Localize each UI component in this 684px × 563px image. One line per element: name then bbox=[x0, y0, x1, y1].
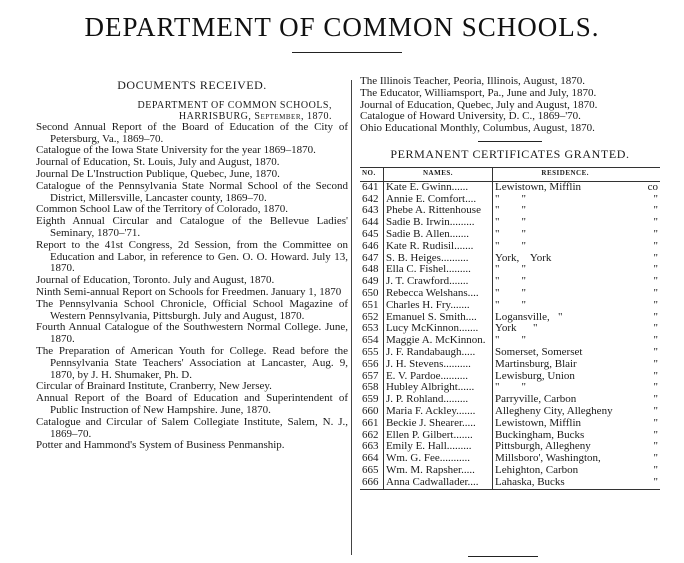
table-bottom-rule bbox=[360, 489, 660, 490]
certificate-number: 657 bbox=[360, 371, 383, 383]
document-item: Catalogue of the Pennsylvania State Normal School of the Second District, Millersville, Lancaster county, 1869–70. bbox=[36, 179, 348, 204]
certificate-extra: " bbox=[653, 204, 658, 217]
certificate-extra: " bbox=[653, 452, 658, 465]
document-item: The Educator, Williamsport, Pa., June and July, 1870. bbox=[360, 86, 597, 99]
certificate-name: Phebe A. Rittenhouse bbox=[383, 205, 492, 217]
certificate-number: 665 bbox=[360, 465, 383, 477]
certificate-residence: Parryville, Carbon bbox=[495, 393, 577, 406]
certificate-residence: " " bbox=[495, 192, 527, 205]
header-names: NAMES. bbox=[383, 167, 492, 181]
certificate-residence: Lewistown, Mifflin bbox=[495, 416, 582, 429]
certificate-row bbox=[360, 359, 660, 371]
certificate-name: Ellen P. Gilbert....... bbox=[383, 430, 492, 442]
document-item: Report to the 41st Congress, 2d Session, from the Committee on Education and Labor, in reference to Gen. O. O. Howard. July 13, 1870. bbox=[36, 238, 348, 275]
certificate-name: Emanuel S. Smith.... bbox=[383, 312, 492, 324]
certificate-residence: " " bbox=[495, 298, 527, 311]
certificate-name: Lucy McKinnon....... bbox=[383, 323, 492, 335]
certificate-residence: Allegheny City, Allegheny bbox=[495, 404, 613, 417]
document-item: Catalogue of the Iowa State University for the year 1869–1870. bbox=[36, 144, 316, 157]
certificate-residence: York, York bbox=[495, 251, 552, 264]
certificate-residence: Lehighton, Carbon bbox=[495, 463, 579, 476]
certificate-extra: " bbox=[653, 416, 658, 429]
document-item: Eighth Annual Circular and Catalogue of the Bellevue Ladies' Seminary, 1870–'71. bbox=[36, 215, 348, 239]
certificate-number: 658 bbox=[360, 382, 383, 394]
certificate-extra: " bbox=[653, 251, 658, 264]
certificate-number: 653 bbox=[360, 323, 383, 335]
certificate-extra: " bbox=[653, 404, 658, 417]
page-title: DEPARTMENT OF COMMON SCHOOLS. bbox=[84, 12, 600, 42]
certificate-residence: Logansville, " bbox=[495, 310, 563, 323]
certificate-residence: Buckingham, Bucks bbox=[495, 428, 585, 441]
documents-list-continued bbox=[360, 76, 660, 135]
certificate-name: J. H. Stevens.......... bbox=[383, 359, 492, 371]
certificate-number: 643 bbox=[360, 205, 383, 217]
certificate-number: 656 bbox=[360, 359, 383, 371]
certificate-row bbox=[360, 241, 660, 253]
certificate-number: 647 bbox=[360, 253, 383, 265]
certificate-residence: Pittsburgh, Allegheny bbox=[495, 440, 591, 453]
certificate-number: 660 bbox=[360, 406, 383, 418]
certificate-row bbox=[360, 347, 660, 359]
certificate-extra: " bbox=[653, 475, 658, 488]
certificate-extra: " bbox=[653, 357, 658, 370]
section-rule bbox=[478, 141, 542, 142]
certificate-number: 641 bbox=[360, 181, 383, 193]
certificate-name: Wm. G. Fee........... bbox=[383, 453, 492, 465]
certificate-name: J. F. Randabaugh..... bbox=[383, 347, 492, 359]
certificate-extra: " bbox=[653, 275, 658, 288]
document-item: Second Annual Report of the Board of Education of the City of Petersburg, Va., 1869–70. bbox=[36, 120, 348, 145]
certificate-residence: York " bbox=[495, 322, 538, 335]
certificates-heading: PERMANENT CERTIFICATES GRANTED. bbox=[390, 146, 630, 161]
header-residence: RESIDENCE. bbox=[541, 169, 590, 178]
certificate-extra: " bbox=[653, 216, 658, 229]
certificate-name: Rebecca Welshans.... bbox=[383, 288, 492, 300]
certificate-residence: " " bbox=[495, 275, 527, 288]
certificate-number: 659 bbox=[360, 394, 383, 406]
certificate-name: Annie E. Comfort.... bbox=[383, 194, 492, 206]
certificate-number: 666 bbox=[360, 477, 383, 489]
dateline-line-2: HARRISBURG, September, 1870. bbox=[178, 110, 332, 122]
certificate-extra: " bbox=[653, 310, 658, 323]
certificate-residence: " " bbox=[495, 239, 527, 252]
bottom-rule bbox=[468, 556, 538, 557]
certificate-number: 642 bbox=[360, 194, 383, 206]
certificate-row bbox=[360, 477, 660, 489]
certificate-extra: " bbox=[653, 345, 658, 358]
certificate-name: Sadie B. Irwin......... bbox=[383, 217, 492, 229]
document-item: Catalogue and Circular of Salem Collegiate Institute, Salem, N. J., 1869–70. bbox=[36, 415, 348, 440]
certificate-name: S. B. Heiges.......... bbox=[383, 253, 492, 265]
certificates-table bbox=[360, 167, 660, 490]
certificate-name: Kate E. Gwinn...... bbox=[383, 181, 492, 193]
document-item: The Pennsylvania School Chronicle, Official School Magazine of Western Pennsylvania, Pittsburgh. July and August, 1870. bbox=[36, 297, 348, 322]
certificates-body bbox=[360, 181, 660, 488]
document-item: Journal of Education, St. Louis, July and August, 1870. bbox=[36, 156, 280, 169]
department-dateline bbox=[36, 100, 348, 122]
certificate-extra: " bbox=[653, 286, 658, 299]
certificate-name: Anna Cadwallader.... bbox=[383, 477, 492, 489]
document-item: Ohio Educational Monthly, Columbus, August, 1870. bbox=[360, 122, 595, 135]
certificate-row bbox=[360, 288, 660, 300]
certificate-residence: " " bbox=[495, 286, 527, 299]
certificate-name: Sadie B. Allen....... bbox=[383, 229, 492, 241]
certificate-name: J. P. Rohland......... bbox=[383, 394, 492, 406]
certificate-residence: " " bbox=[495, 263, 527, 276]
certificate-residence: Somerset, Somerset bbox=[495, 345, 583, 358]
certificate-name: Maggie A. McKinnon. bbox=[383, 335, 492, 347]
document-item: Common School Law of the Territory of Colorado, 1870. bbox=[36, 203, 288, 216]
certificate-extra: " bbox=[653, 428, 658, 441]
certificate-number: 646 bbox=[360, 241, 383, 253]
certificate-extra: " bbox=[653, 298, 658, 311]
certificate-name: Beckie J. Shearer..... bbox=[383, 418, 492, 430]
certificate-row bbox=[360, 181, 660, 193]
certificate-number: 651 bbox=[360, 300, 383, 312]
dateline-line-1: DEPARTMENT OF COMMON SCHOOLS, bbox=[137, 99, 332, 111]
header-extra bbox=[637, 167, 660, 181]
certificate-residence: Millsboro', Washington, bbox=[495, 452, 601, 465]
right-column bbox=[360, 76, 660, 490]
certificate-name: Emily E. Hall......... bbox=[383, 441, 492, 453]
certificate-name: Kate R. Rudisil....... bbox=[383, 241, 492, 253]
document-item: The Illinois Teacher, Peoria, Illinois, August, 1870. bbox=[360, 75, 585, 87]
certificate-residence: " " bbox=[495, 227, 527, 240]
certificate-name: Hubley Albright...... bbox=[383, 382, 492, 394]
certificate-name: Maria F. Ackley....... bbox=[383, 406, 492, 418]
certificate-number: 652 bbox=[360, 312, 383, 324]
certificate-number: 654 bbox=[360, 335, 383, 347]
documents-received-column bbox=[36, 76, 348, 452]
column-divider bbox=[351, 80, 352, 555]
certificate-number: 664 bbox=[360, 453, 383, 465]
certificate-number: 655 bbox=[360, 347, 383, 359]
certificate-extra: " bbox=[653, 381, 658, 394]
certificate-name: Wm. M. Rapsher..... bbox=[383, 465, 492, 477]
certificate-name: Charles H. Fry....... bbox=[383, 300, 492, 312]
certificate-number: 648 bbox=[360, 264, 383, 276]
title-rule bbox=[292, 52, 402, 53]
document-item: Annual Report of the Board of Education and Superintendent of Public Instruction of New Hampshire. June, 1870. bbox=[36, 392, 348, 416]
certificate-extra: " bbox=[653, 239, 658, 252]
certificate-row bbox=[360, 418, 660, 430]
document-item: Ninth Semi-annual Report on Schools for Freedmen. January 1, 1870 bbox=[36, 285, 342, 298]
document-item: Catalogue of Howard University, D. C., 1869–'70. bbox=[360, 110, 581, 123]
certificate-extra: " bbox=[653, 263, 658, 276]
certificate-number: 662 bbox=[360, 430, 383, 442]
certificate-extra: " bbox=[653, 322, 658, 335]
certificate-extra: " bbox=[653, 440, 658, 453]
documents-heading: DOCUMENTS RECEIVED. bbox=[117, 78, 267, 92]
certificate-residence: Lahaska, Bucks bbox=[495, 475, 565, 488]
certificate-number: 645 bbox=[360, 229, 383, 241]
document-item: Journal of Education, Quebec, July and August, 1870. bbox=[360, 98, 598, 111]
certificate-number: 661 bbox=[360, 418, 383, 430]
certificate-extra: " bbox=[653, 463, 658, 476]
document-item: Potter and Hammond's System of Business Penmanship. bbox=[36, 439, 285, 452]
certificates-header-row bbox=[360, 167, 660, 181]
document-item: Journal De L'Instruction Publique, Quebec, June, 1870. bbox=[36, 167, 280, 180]
certificate-extra: " bbox=[653, 393, 658, 406]
certificate-residence: " " bbox=[495, 334, 527, 347]
certificate-number: 663 bbox=[360, 441, 383, 453]
certificate-name: E. V. Pardoe.......... bbox=[383, 371, 492, 383]
certificate-extra: " bbox=[653, 227, 658, 240]
certificate-residence: " " bbox=[495, 216, 527, 229]
certificate-number: 650 bbox=[360, 288, 383, 300]
document-item: The Preparation of American Youth for College. Read before the Pennsylvania State Teachers' Association at Lancaster, Aug. 9, 1870, by J. H. Shumaker, Ph. D. bbox=[36, 344, 348, 381]
documents-list bbox=[36, 122, 348, 452]
certificate-extra: " bbox=[653, 334, 658, 347]
document-item: Journal of Education, Toronto. July and August, 1870. bbox=[36, 274, 275, 287]
certificate-extra: co bbox=[647, 180, 658, 193]
certificate-residence: " " bbox=[495, 381, 527, 394]
certificate-row bbox=[360, 300, 660, 312]
certificate-residence: Lewisburg, Union bbox=[495, 369, 575, 382]
header-no: NO. bbox=[360, 167, 383, 181]
certificate-extra: " bbox=[653, 192, 658, 205]
certificate-name: J. T. Crawford....... bbox=[383, 276, 492, 288]
certificate-number: 644 bbox=[360, 217, 383, 229]
document-item: Circular of Brainard Institute, Cranberry, New Jersey. bbox=[36, 380, 272, 393]
certificate-extra: " bbox=[653, 369, 658, 382]
certificate-residence: " " bbox=[495, 204, 527, 217]
certificate-residence: Lewistown, Mifflin bbox=[495, 180, 582, 193]
certificate-row bbox=[360, 406, 660, 418]
certificate-residence: Martinsburg, Blair bbox=[495, 357, 577, 370]
certificate-number: 649 bbox=[360, 276, 383, 288]
certificate-row bbox=[360, 229, 660, 241]
certificate-name: Ella C. Fishel......... bbox=[383, 264, 492, 276]
certificate-row bbox=[360, 465, 660, 477]
document-item: Fourth Annual Catalogue of the Southwestern Normal College. June, 1870. bbox=[36, 321, 348, 346]
